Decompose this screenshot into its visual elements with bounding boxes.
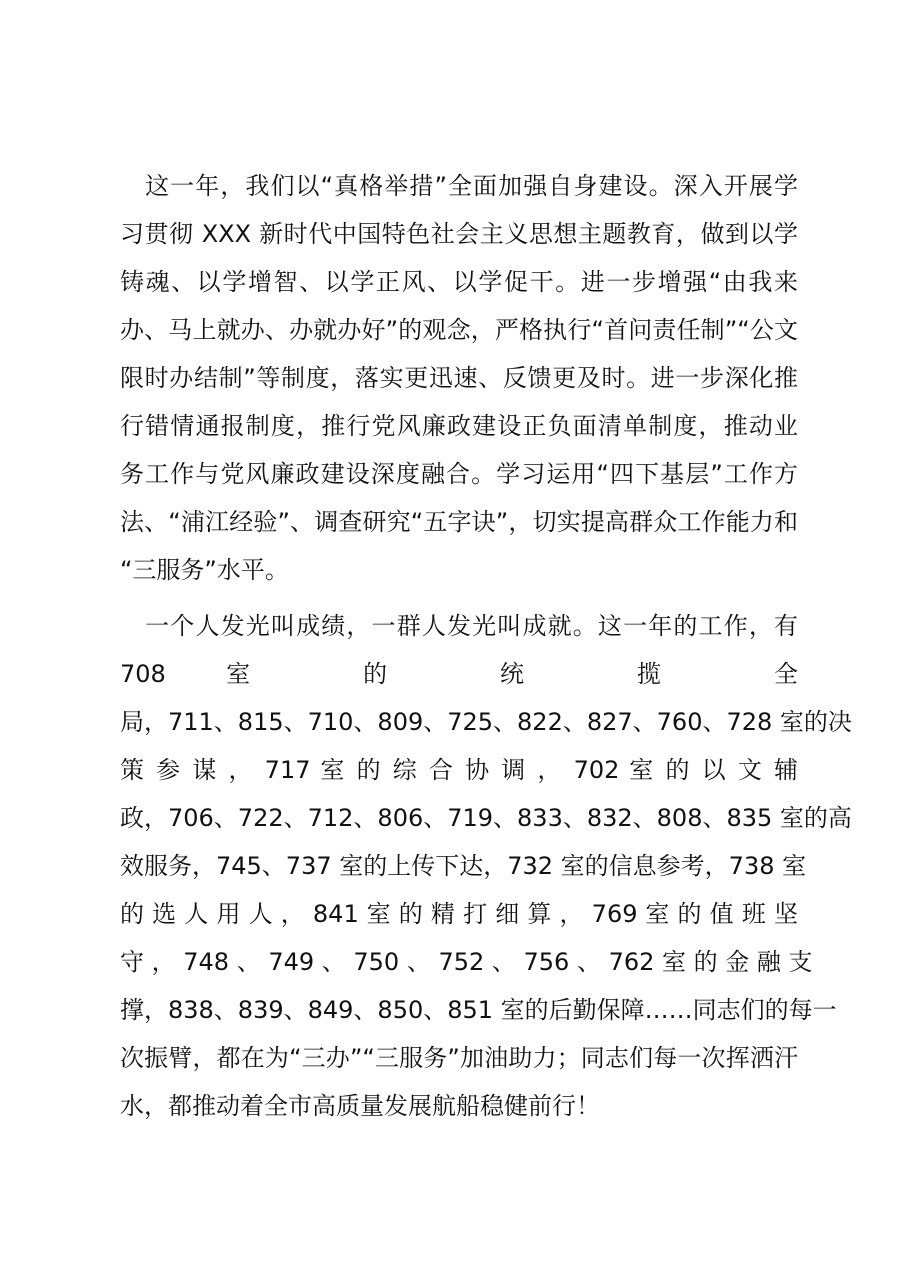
text-line: 局，711、815、710、809、725、822、827、760、728 室的决: [120, 708, 852, 736]
text-line: 的 选 人 用 人 ， 841 室 的 精 打 细 算 ， 769 室 的 值 班 坚: [120, 900, 798, 928]
text-line: 一个人发光叫成绩，一群人发光叫成就。这一年的工作，有: [120, 612, 798, 640]
text-line: 708 室 的 统 揽 全: [120, 660, 798, 688]
text-line: 水，都推动着全市高质量发展航船稳健前行！: [120, 1092, 600, 1120]
paragraph-self-building: [120, 162, 798, 594]
text-line: 限时办结制”等制度，落实更迅速、反馈更及时。进一步深化推: [120, 364, 798, 392]
text-line: 这一年，我们以“真格举措”全面加强自身建设。深入开展学: [120, 172, 798, 200]
text-line: 铸魂、以学增智、以学正风、以学促干。进一步增强“由我来: [120, 268, 798, 296]
text-line: 务工作与党风廉政建设深度融合。学习运用“四下基层”工作方: [120, 460, 798, 488]
text-line: 效服务，745、737 室的上传下达，732 室的信息参考，738 室: [120, 852, 807, 880]
text-line: 办、马上就办、办就办好”的观念，严格执行“首问责任制”“公文: [120, 316, 798, 344]
text-line: 行错情通报制度，推行党风廉政建设正负面清单制度，推动业: [120, 412, 798, 440]
text-line: 次振臂，都在为“三办”“三服务”加油助力；同志们每一次挥洒汗: [120, 1044, 798, 1072]
text-line: “三服务”水平。: [120, 556, 289, 584]
text-line: 习贯彻 XXX 新时代中国特色社会主义思想主题教育，做到以学: [120, 220, 798, 248]
text-line: 撑，838、839、849、850、851 室的后勤保障……同志们的每一: [120, 996, 837, 1024]
paragraph-team-achievement: [120, 602, 852, 1130]
text-line: 策 参 谋 ， 717 室 的 综 合 协 调 ， 702 室 的 以 文 辅: [120, 756, 798, 784]
text-line: 政，706、722、712、806、719、833、832、808、835 室的高: [120, 804, 852, 832]
text-line: 守 ， 748 、 749 、 750 、 752 、 756 、 762 室 的 金 融 支: [120, 948, 813, 976]
text-line: 法、“浦江经验”、调查研究“五字诀”，切实提高群众工作能力和: [120, 508, 798, 536]
